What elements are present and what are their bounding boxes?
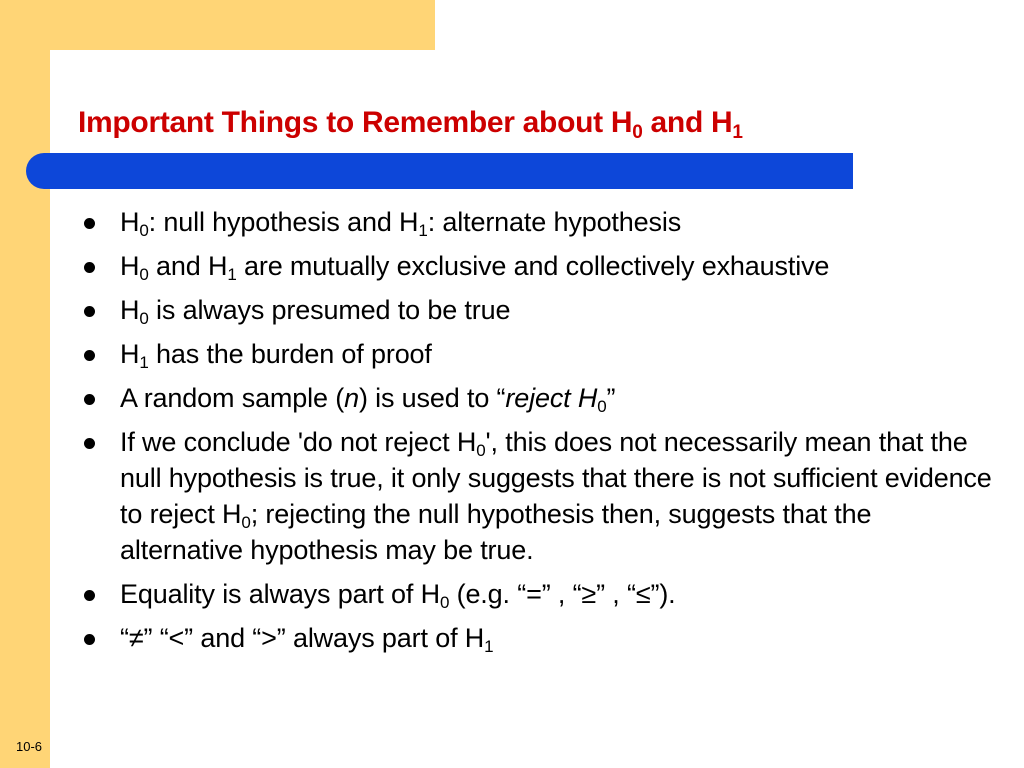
bullet-item: A random sample (n) is used to “reject $H_0$” — [84, 380, 994, 416]
bullet-item: “≠” “<” and “>” always part of $H_1$ — [84, 620, 994, 656]
bullet-dot-icon — [84, 350, 95, 361]
bullet-dot-icon — [84, 262, 95, 273]
bullet-item: $H_0$: null hypothesis and $H_1$: alternate hypothesis — [84, 204, 994, 240]
slide-title: Important Things to Remember about $H_0$ and $H_1$ — [78, 106, 743, 143]
bullet-item: $H_0$ is always presumed to be true — [84, 292, 994, 328]
bullet-dot-icon — [84, 634, 95, 645]
decorative-left-band — [0, 0, 50, 768]
bullet-dot-icon — [84, 218, 95, 229]
bullet-dot-icon — [84, 590, 95, 601]
bullet-dot-icon — [84, 438, 95, 449]
bullet-list — [84, 204, 994, 664]
bullet-item: $H_0$ and $H_1$ are mutually exclusive and collectively exhaustive — [84, 248, 994, 284]
decorative-corner-curve — [50, 50, 110, 110]
bullet-item: Equality is always part of $H_0$ (e.g. “=” , “≥” , “≤”). — [84, 576, 994, 612]
bullet-item: $H_1$ has the burden of proof — [84, 336, 994, 372]
decorative-top-band — [0, 0, 435, 50]
title-underline-bar — [26, 153, 853, 189]
bullet-item: If we conclude 'do not reject $H_0'$, this does not necessarily mean that the null hypothesis is true, it only suggests that there is not sufficient evidence to reject $H_0$; rejecting the null hypothesis then, suggests that the alternative hypothesis may be true. — [84, 424, 994, 568]
bullet-dot-icon — [84, 306, 95, 317]
bullet-dot-icon — [84, 394, 95, 405]
slide-number: 10-6 — [16, 739, 43, 754]
